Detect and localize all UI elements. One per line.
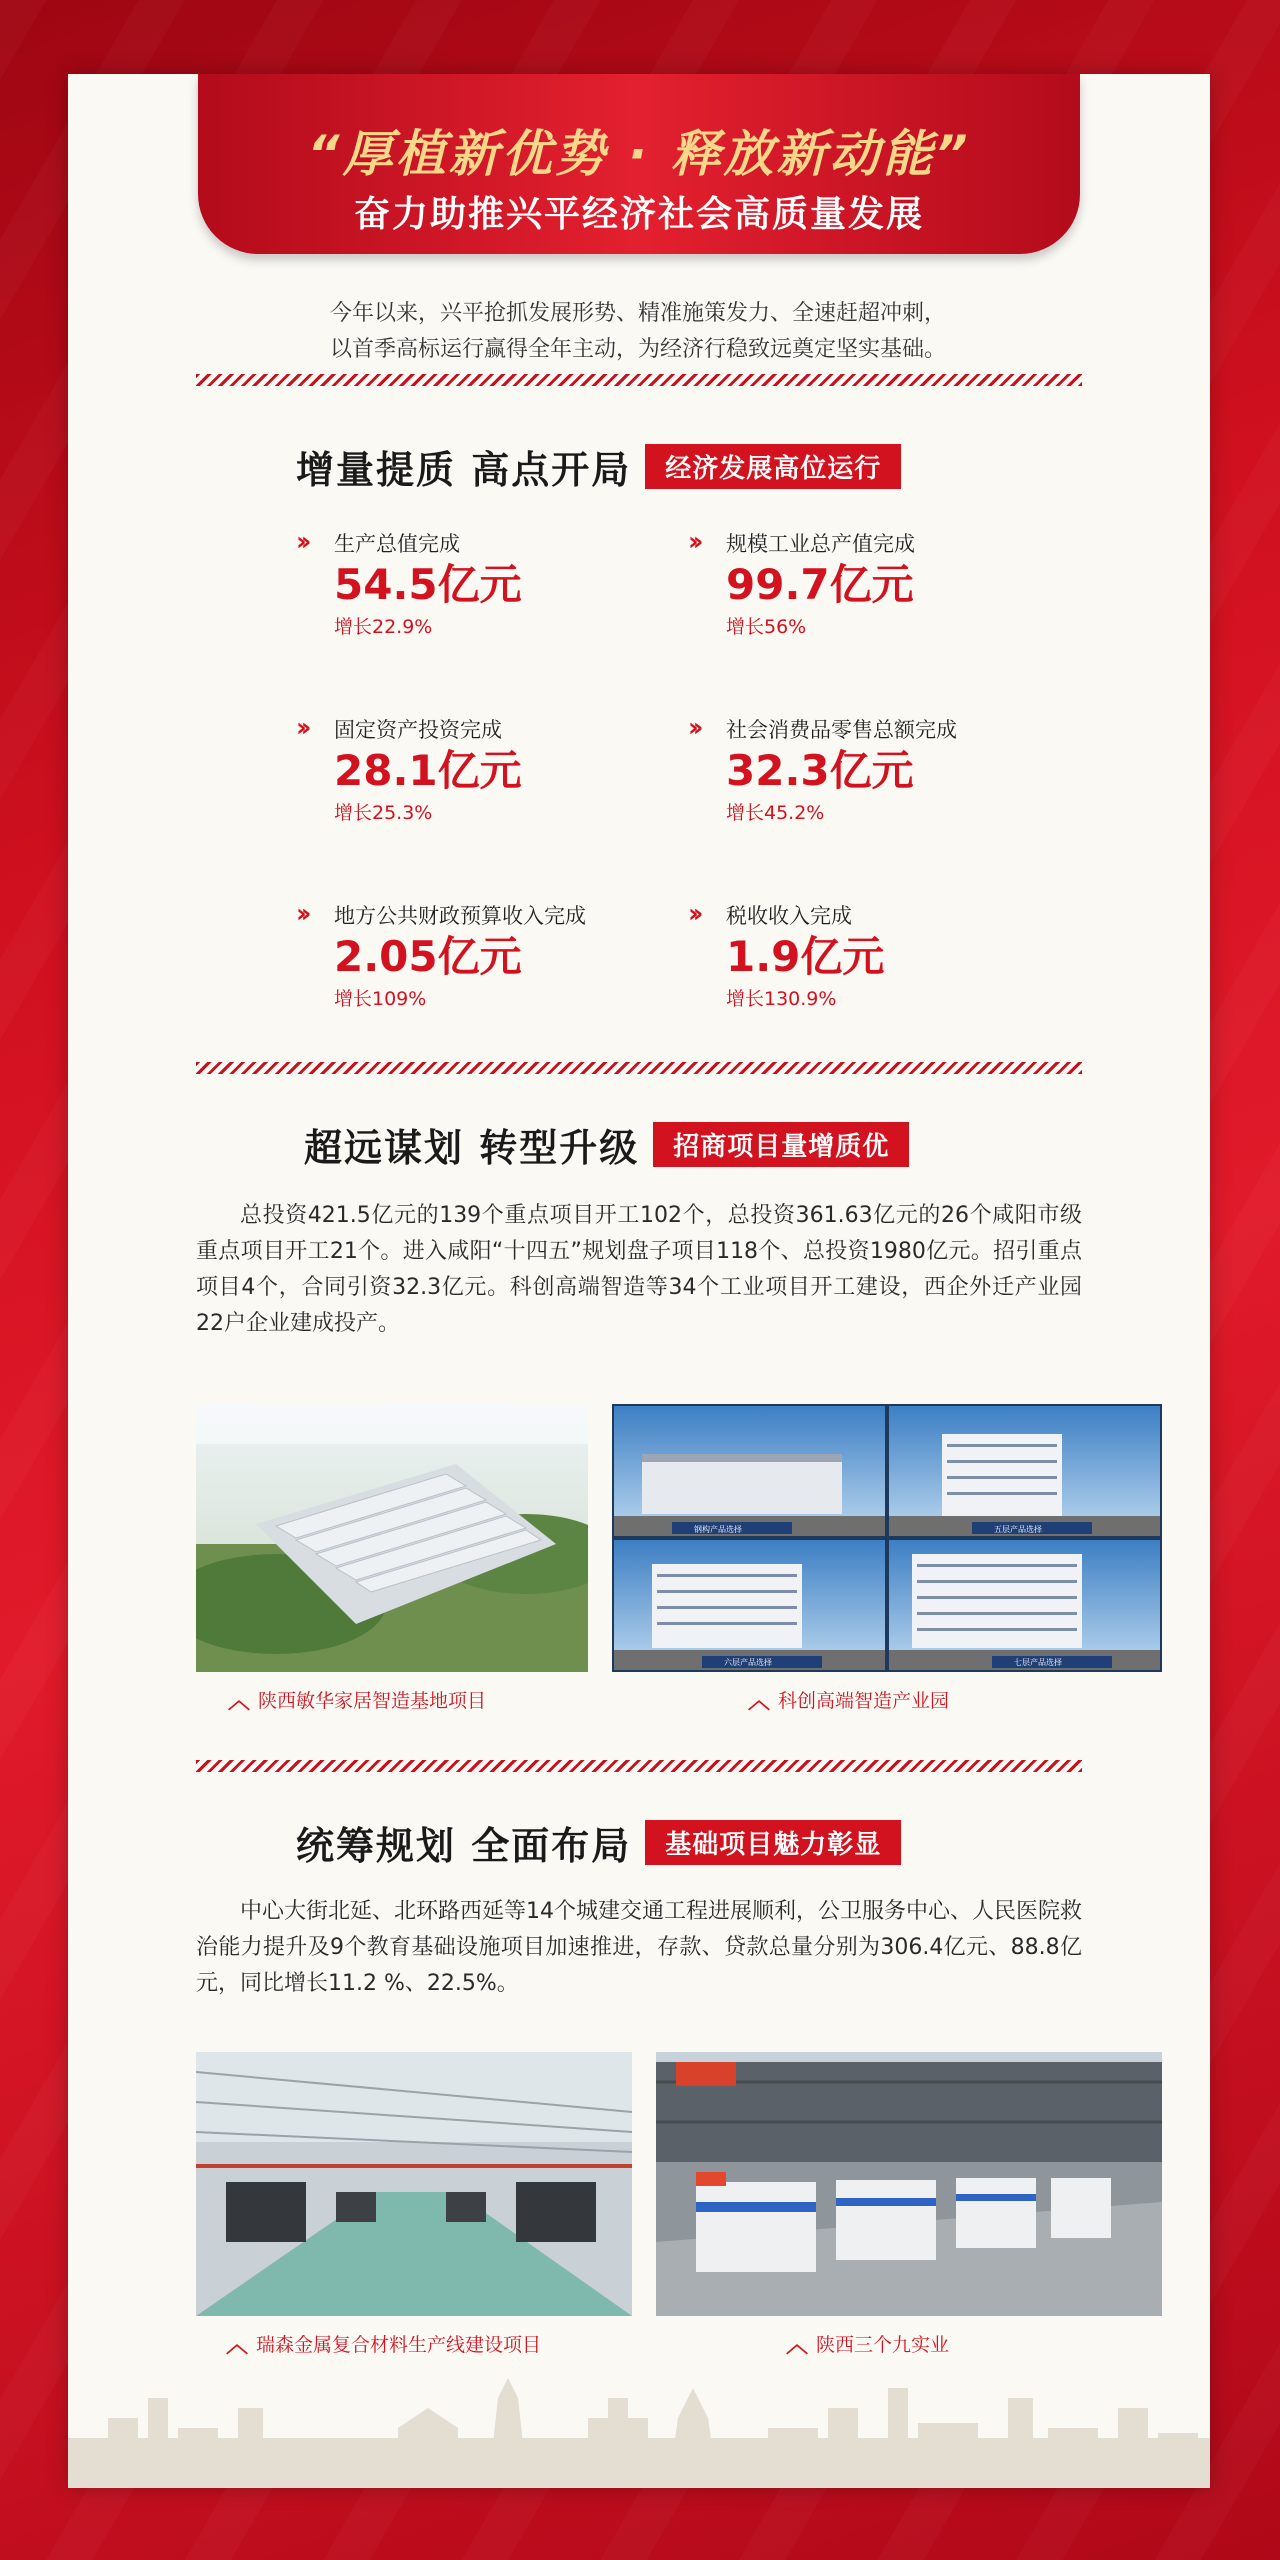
- stat-growth: 增长22.9%: [334, 616, 433, 638]
- section-infrastructure-header: [296, 1818, 901, 1866]
- stat-label: 社会消费品零售总额完成: [726, 718, 957, 742]
- caption-text: 瑞森金属复合材料生产线建设项目: [256, 2333, 542, 2356]
- section-title: 增量提质 高点开局: [296, 447, 632, 492]
- divider: [196, 374, 1082, 386]
- stat-value: 2.05亿元: [334, 932, 522, 981]
- photo-ruisen-interior: [196, 2052, 632, 2316]
- render-label: 五层产品选择: [994, 1525, 1042, 1534]
- caption-text: 科创高端智造产业园: [778, 1689, 950, 1712]
- chevron-up-icon: ︿: [748, 1688, 771, 1714]
- section-title: 超远谋划 转型升级: [304, 1125, 640, 1170]
- intro-line-2: 以首季高标运行赢得全年主动，为经济行稳致远奠定坚实基础。: [329, 337, 946, 362]
- infrastructure-paragraph: 中心大街北延、北环路西延等14个城建交通工程进展顺利，公卫服务中心、人民医院救治能力提升及9个教育基础设施项目加速推进，存款、贷款总量分别为306.4亿元、88.8亿元，同比增长11.2 %、22.5%。: [196, 1899, 1082, 1996]
- photo-minhua-aerial: [196, 1404, 588, 1672]
- chevron-right-icon: ››: [688, 713, 698, 743]
- chevron-up-icon: ︿: [228, 1688, 251, 1714]
- caption-text: 陕西敏华家居智造基地项目: [258, 1689, 487, 1712]
- stat-label: 地方公共财政预算收入完成: [334, 904, 586, 928]
- chevron-right-icon: ››: [688, 527, 698, 557]
- chevron-right-icon: ››: [296, 899, 306, 929]
- stat-label: 税收收入完成: [726, 904, 852, 928]
- divider: [196, 1062, 1082, 1074]
- content-panel: [68, 74, 1210, 2488]
- chevron-right-icon: ››: [296, 527, 306, 557]
- stat-label: 规模工业总产值完成: [726, 532, 915, 556]
- render-label: 七层产品选择: [1014, 1658, 1062, 1667]
- page-subtitle: 奋力助推兴平经济社会高质量发展: [353, 194, 924, 235]
- stat-growth: 增长130.9%: [726, 988, 837, 1010]
- stat-growth: 增长45.2%: [726, 802, 825, 824]
- photo-kechuang-grid: [612, 1404, 1162, 1672]
- photo-sangejiu-machines: [656, 2052, 1162, 2316]
- intro-text: [188, 296, 1088, 368]
- chevron-up-icon: ︿: [226, 2332, 249, 2358]
- section-tag: 招商项目量增质优: [653, 1122, 909, 1167]
- stat-growth: 增长25.3%: [334, 802, 433, 824]
- intro-line-1: 今年以来，兴平抢抓发展形势、精准施策发力、全速赶超冲刺，: [329, 301, 946, 326]
- stat-growth: 增长56%: [726, 616, 807, 638]
- section-investment-header: [304, 1120, 909, 1168]
- stat-label: 生产总值完成: [334, 532, 460, 556]
- caption-minhua: [228, 1684, 486, 1714]
- chevron-right-icon: ››: [296, 713, 306, 743]
- render-label: 六层产品选择: [724, 1658, 772, 1667]
- page-title: “厚植新优势 · 释放新动能”: [307, 125, 971, 183]
- city-skyline-illustration: [68, 2338, 1210, 2488]
- stat-value: 99.7亿元: [726, 560, 914, 609]
- section-tag: 基础项目魅力彰显: [645, 1820, 901, 1865]
- stat-value: 54.5亿元: [334, 560, 522, 609]
- chevron-right-icon: ››: [688, 899, 698, 929]
- stat-value: 28.1亿元: [334, 746, 522, 795]
- title-banner: [198, 74, 1080, 254]
- section-economy-header: [296, 442, 901, 490]
- section-tag: 经济发展高位运行: [645, 444, 901, 489]
- investment-paragraph: 总投资421.5亿元的139个重点项目开工102个，总投资361.63亿元的26个咸阳市级重点项目开工21个。进入咸阳“十四五”规划盘子项目118个、总投资1980亿元。招引重点项目4个，合同引资32.3亿元。科创高端智造等34个工业项目开工建设，西企外迁产业园22户企业建成投产。: [196, 1203, 1082, 1336]
- stat-label: 固定资产投资完成: [334, 718, 502, 742]
- chevron-up-icon: ︿: [786, 2332, 809, 2358]
- stat-value: 1.9亿元: [726, 932, 885, 981]
- stat-growth: 增长109%: [334, 988, 427, 1010]
- section-title: 统筹规划 全面布局: [296, 1823, 632, 1868]
- stat-value: 32.3亿元: [726, 746, 914, 795]
- render-label: 钢构产品选择: [694, 1525, 742, 1534]
- divider: [196, 1760, 1082, 1772]
- caption-kechuang: [748, 1684, 949, 1714]
- caption-text: 陕西三个九实业: [816, 2333, 950, 2356]
